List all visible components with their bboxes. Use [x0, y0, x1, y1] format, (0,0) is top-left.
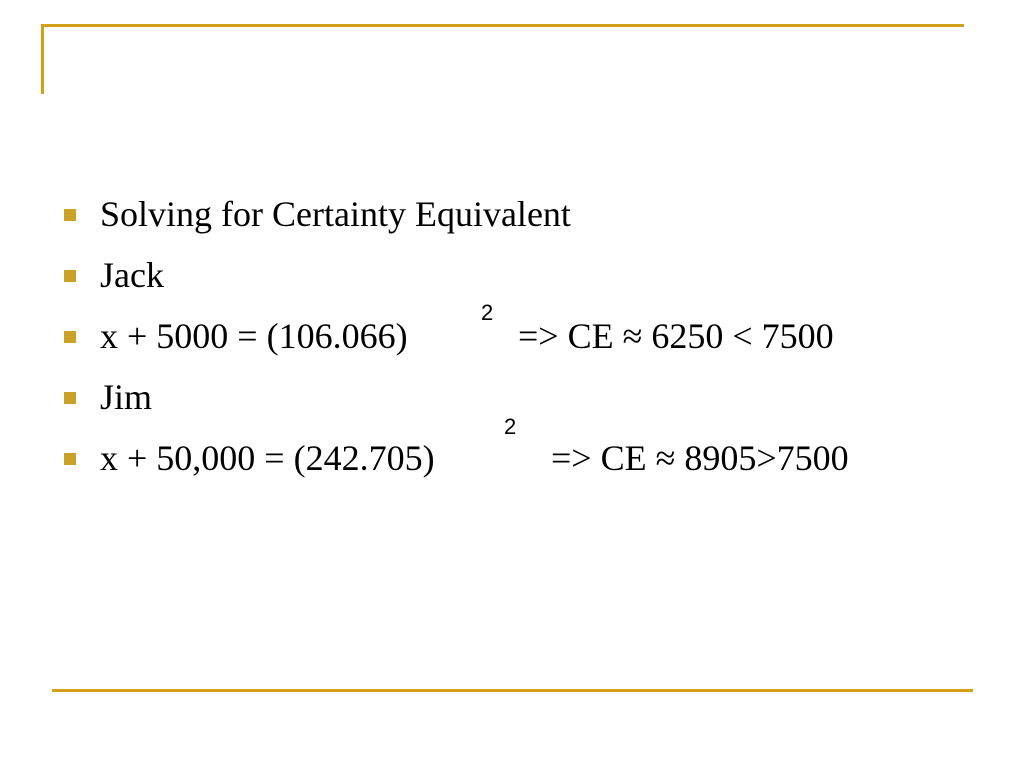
exponent-superscript: 2: [504, 414, 517, 439]
equation-text: x + 5000 = (106.066): [100, 316, 408, 356]
equation-result: => CE ≈ 6250 < 7500: [518, 316, 834, 356]
exponent-superscript: 2: [481, 300, 494, 325]
square-bullet-icon: [64, 453, 76, 465]
bullet-text: Solving for Certainty Equivalent: [100, 194, 571, 234]
bullet-text: Jim: [100, 377, 153, 417]
frame-bottom-rule: [52, 689, 973, 692]
square-bullet-icon: [64, 209, 76, 221]
bullet-text: Jack: [100, 255, 164, 295]
equation-text: x + 50,000 = (242.705): [100, 438, 435, 478]
equation-result: => CE ≈ 8905>7500: [551, 438, 849, 478]
square-bullet-icon: [64, 392, 76, 404]
square-bullet-icon: [64, 331, 76, 343]
square-bullet-icon: [64, 270, 76, 282]
frame-left-rule: [41, 24, 44, 94]
frame-top-rule: [41, 24, 964, 27]
